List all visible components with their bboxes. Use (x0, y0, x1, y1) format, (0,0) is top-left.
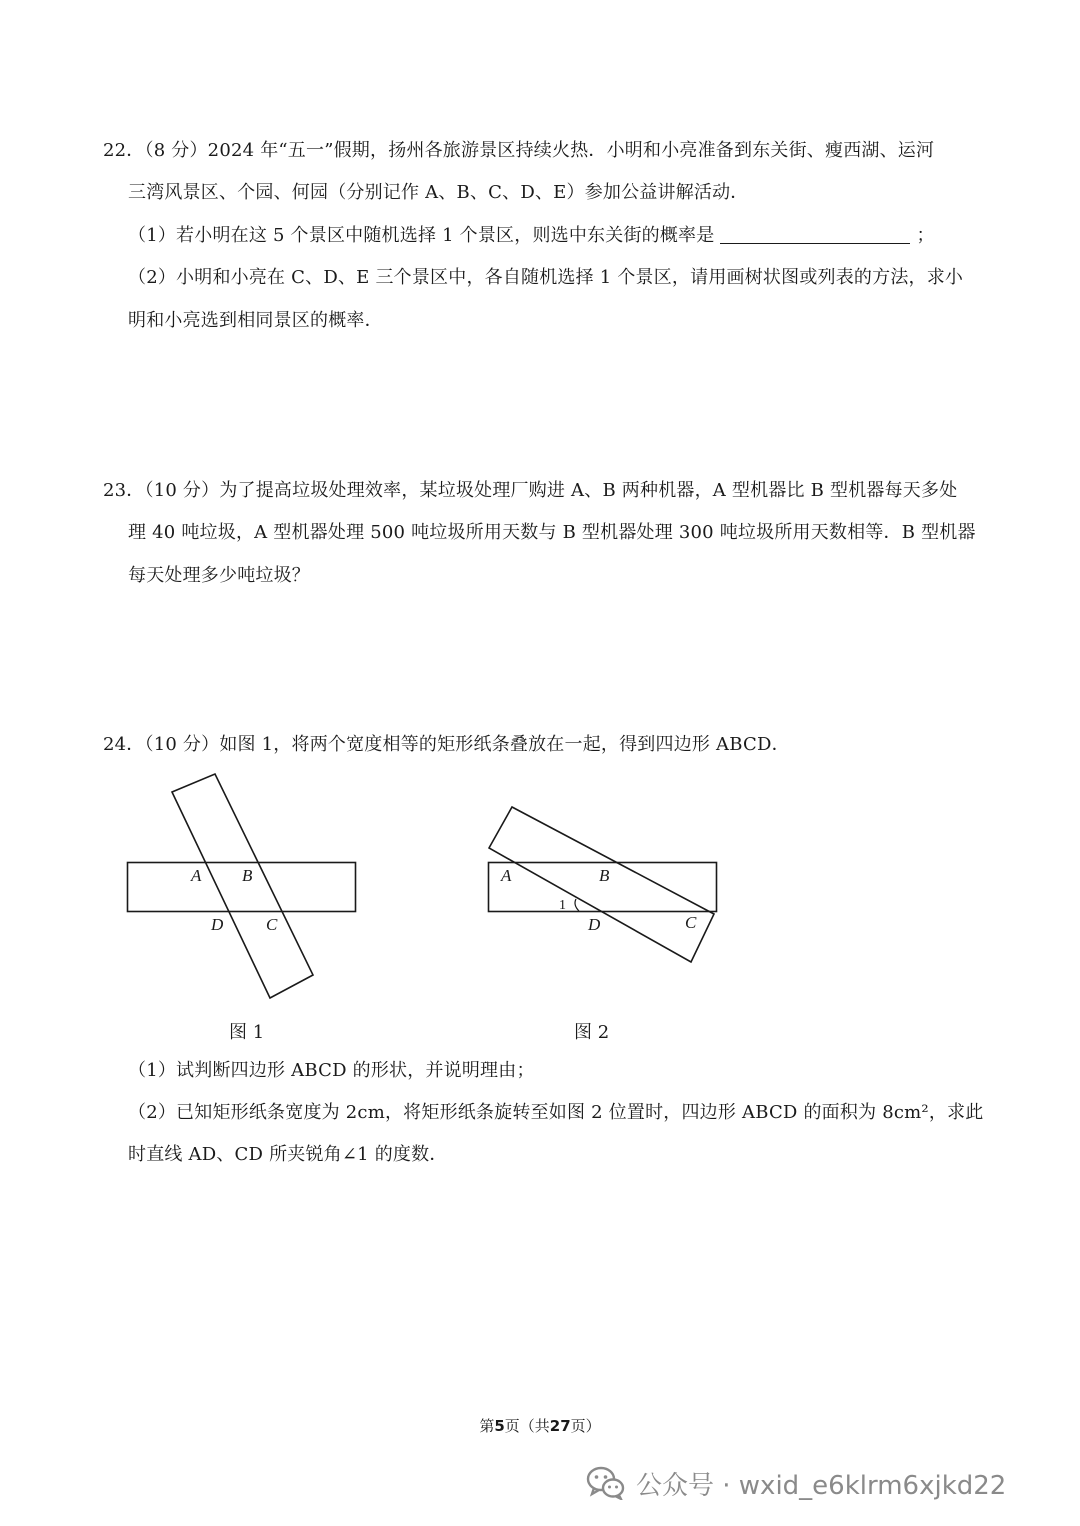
q24-part-2-line-2: 时直线 AD、CD 所夹锐角∠1 的度数． (128, 1144, 448, 1165)
footer-middle: 页（共 (504, 1417, 550, 1435)
q22-part-1-end: ； (916, 225, 935, 246)
footer-total-pages: 27 (549, 1417, 571, 1435)
q23-line-1: 23．（10 分）为了提高垃圾处理效率，某垃圾处理厂购进 A、B 两种机器，A 型机器比 B 型机器每天多处 (103, 480, 958, 501)
fig2-caption: 图 2 (574, 1022, 610, 1043)
fig2-angle-arc (575, 899, 579, 911)
fig1-caption: 图 1 (229, 1022, 265, 1043)
q22-part-1 (128, 224, 935, 248)
q23-line-3: 每天处理多少吨垃圾？ (128, 565, 310, 586)
q23-line-2: 理 40 吨垃圾，A 型机器处理 500 吨垃圾所用天数与 B 型机器处理 300 吨垃圾所用天数相等．B 型机器 (128, 522, 976, 543)
footer-suffix: 页） (570, 1417, 601, 1435)
fig1-tilted-strip (172, 774, 313, 998)
figure-1 (120, 770, 370, 1010)
fig2-angle-label: 1 (559, 898, 566, 913)
watermark-text: 公众号 · wxid_e6klrm6xjkd22 (636, 1470, 1007, 1501)
q22-part-2-line-2: 明和小亮选到相同景区的概率． (128, 310, 383, 331)
wechat-icon (586, 1466, 626, 1500)
fig2-label-C: C (685, 913, 697, 932)
footer-page-number: 5 (494, 1417, 505, 1435)
fig2-label-D: D (588, 915, 601, 934)
page-footer (0, 1415, 1080, 1436)
q24-part-2-line-1: （2）已知矩形纸条宽度为 2cm，将矩形纸条旋转至如图 2 位置时，四边形 ABCD 的面积为 8cm²，求此 (128, 1102, 984, 1123)
q24-line-1: 24．（10 分）如图 1，将两个宽度相等的矩形纸条叠放在一起，得到四边形 ABCD． (103, 734, 790, 755)
q22-part-2-line-1: （2）小明和小亮在 C、D、E 三个景区中，各自随机选择 1 个景区，请用画树状图或列表的方法，求小 (128, 267, 964, 288)
watermark (586, 1461, 1006, 1505)
q22-line-2: 三湾风景区、个园、何园（分别记作 A、B、C、D、E）参加公益讲解活动． (128, 182, 749, 203)
fig1-label-C: C (266, 915, 278, 934)
fig1-label-D: D (211, 915, 224, 934)
fig2-label-B: B (599, 866, 610, 885)
fig2-label-A: A (501, 866, 512, 885)
fig1-label-A: A (191, 866, 202, 885)
answer-blank (720, 225, 910, 244)
q24-part-1: （1）试判断四边形 ABCD 的形状，并说明理由； (128, 1060, 535, 1081)
footer-prefix: 第 (479, 1417, 495, 1435)
q22-part-1-text: （1）若小明在这 5 个景区中随机选择 1 个景区，则选中东关街的概率是 (128, 225, 715, 246)
q22-line-1: 22．（8 分）2024 年“五一”假期，扬州各旅游景区持续火热．小明和小亮准备到东关街、瘦西湖、运河 (103, 140, 935, 161)
fig1-label-B: B (242, 866, 253, 885)
figure-2 (480, 800, 725, 970)
